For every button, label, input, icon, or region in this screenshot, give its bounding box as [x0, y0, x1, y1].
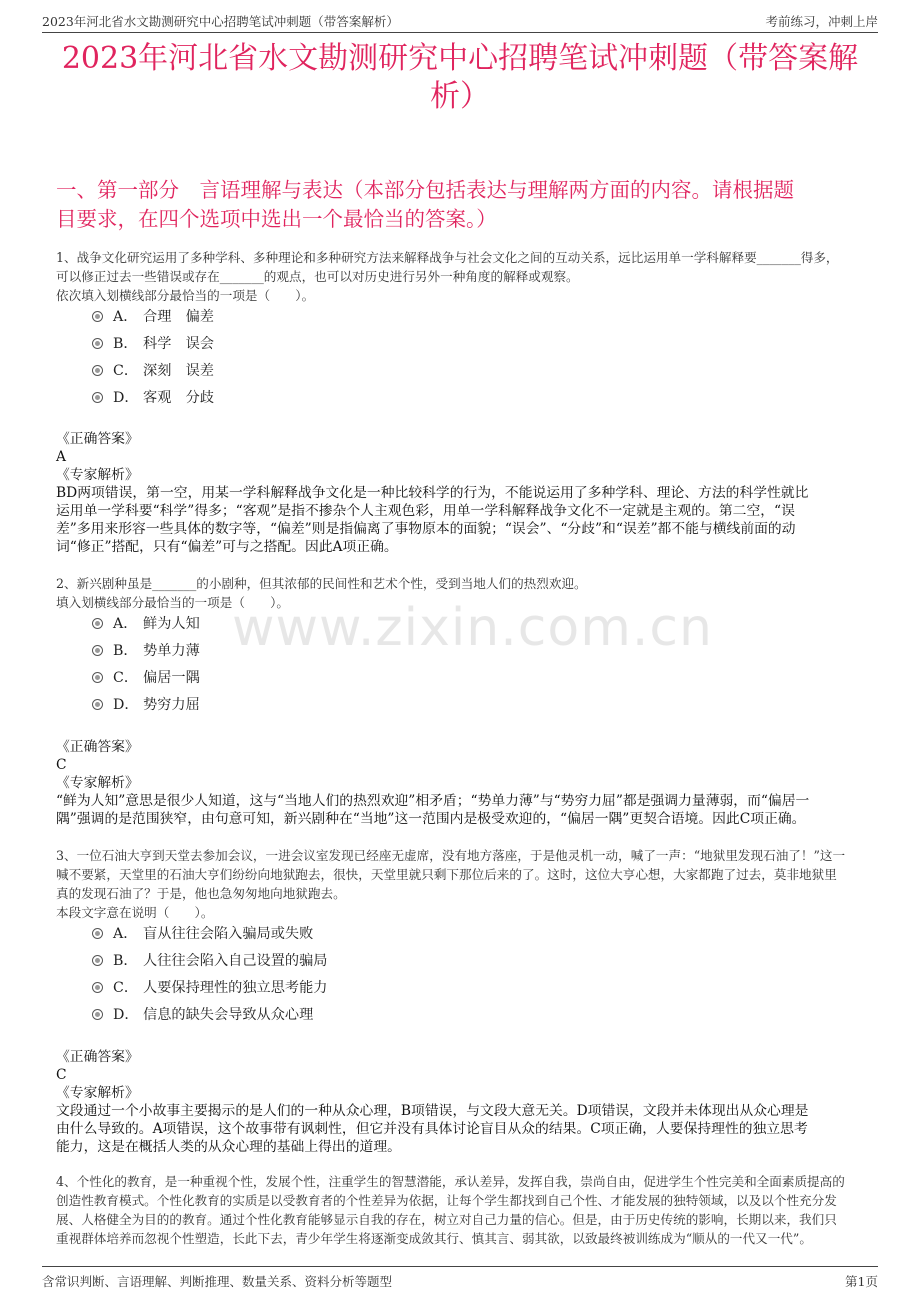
analysis-line: 文段通过一个小故事主要揭示的是人们的一种从众心理，B项错误，与文段大意无关。D项错误，文段并未体现出从众心理是	[56, 1103, 809, 1119]
question-stem	[56, 1172, 864, 1248]
analysis-label: 《专家解析》	[56, 1085, 139, 1101]
radio-icon[interactable]	[92, 338, 103, 349]
analysis-line: 词“修正”搭配，只有“偏差”可与之搭配。因此A项正确。	[56, 539, 398, 555]
header-slogan: 考前练习，冲刺上岸	[765, 14, 878, 29]
question-stem	[56, 574, 864, 612]
answer-block	[56, 1048, 868, 1156]
question-line: 创造性教育模式。个性化教育的实质是以受教育者的个性差异为依据，让每个学生都找到自己个性、才能发展的独特领域，以及以个性充分发	[56, 1193, 837, 1208]
answer-label: 《正确答案》	[56, 739, 139, 755]
radio-icon[interactable]	[92, 699, 103, 710]
radio-icon[interactable]	[92, 645, 103, 656]
analysis-line: “鲜为人知”意思是很少人知道，这与“当地人们的热烈欢迎”相矛盾；“势单力薄”与“势穷力屈”都是强调力量薄弱，而“偏居一	[56, 793, 810, 809]
footer-topics: 含常识判断、言语理解、判断推理、数量关系、资料分析等题型	[42, 1274, 393, 1289]
answer-label: 《正确答案》	[56, 1049, 139, 1065]
option-a[interactable]: A． 盲从往往会陷入骗局或失败	[92, 921, 327, 948]
radio-icon[interactable]	[92, 392, 103, 403]
answer-value: C	[56, 1067, 67, 1083]
radio-icon[interactable]	[92, 982, 103, 993]
analysis-label: 《专家解析》	[56, 467, 139, 483]
page-number: 第1页	[845, 1274, 878, 1289]
answer-label: 《正确答案》	[56, 431, 139, 447]
analysis-line: 运用单一学科要“科学”得多；“客观”是指不掺杂个人主观色彩，用单一学科解释战争文化不一定就是主观的。第二空，“误	[56, 503, 795, 519]
analysis-label: 《专家解析》	[56, 775, 139, 791]
option-c[interactable]: C． 偏居一隅	[92, 665, 200, 692]
option-d[interactable]: D． 信息的缺失会导致从众心理	[92, 1002, 327, 1029]
option-d[interactable]: D． 势穷力屈	[92, 692, 200, 719]
page-header	[42, 10, 878, 33]
title-line-2: 析）	[430, 79, 490, 114]
analysis-line: 隅”强调的是范围狭窄，由句意可知，新兴剧种在“当地”这一范围内是极受欢迎的，“偏居一隅”更契合语境。因此C项正确。	[56, 811, 806, 827]
option-b[interactable]: B． 科学 误会	[92, 331, 214, 358]
question-line: 可以修正过去一些错误或存在_______的观点，也可以对历史进行另外一种角度的解释或观察。	[56, 269, 579, 284]
question-line: 填入划横线部分最恰当的一项是（ ）。	[56, 595, 289, 610]
radio-icon[interactable]	[92, 365, 103, 376]
question-line: 本段文字意在说明（ ）。	[56, 905, 214, 920]
question-line: 展、人格健全为目的的教育。通过个性化教育能够显示自我的存在，树立对自己力量的信心。但是，由于历史传统的影响，长期以来，我们只	[56, 1212, 837, 1227]
question-line: 2、新兴剧种虽是_______的小剧种，但其浓郁的民间性和艺术个性，受到当地人们的热烈欢迎。	[56, 576, 587, 591]
option-a[interactable]: A． 鲜为人知	[92, 611, 200, 638]
document-title	[42, 40, 878, 116]
radio-icon[interactable]	[92, 928, 103, 939]
analysis-line: 由什么导致的。A项错误，这个故事带有讽刺性，但它并没有具体讨论盲目从众的结果。C项正确，人要保持理性的独立思考	[56, 1121, 808, 1137]
option-c[interactable]: C． 深刻 误差	[92, 358, 214, 385]
radio-icon[interactable]	[92, 618, 103, 629]
option-d[interactable]: D． 客观 分歧	[92, 385, 214, 412]
option-a[interactable]: A． 合理 偏差	[92, 304, 214, 331]
question-line: 重视群体培养而忽视个性塑造，长此下去，青少年学生将逐渐变成敛其行、慎其言、弱其欲，以致最终被训练成为“顺从的一代又一代”。	[56, 1231, 812, 1246]
question-line: 真的发现石油了？于是，他也急匆匆地向地狱跑去。	[56, 886, 346, 901]
radio-icon[interactable]	[92, 955, 103, 966]
analysis-line: BD两项错误，第一空，用某一学科解释战争文化是一种比较科学的行为，不能说运用了多种学科、理论、方法的科学性就比	[56, 485, 809, 501]
answer-value: A	[56, 449, 66, 465]
question-line: 喊不要紧，天堂里的石油大亨们纷纷向地狱跑去，很快，天堂里就只剩下那位后来的了。这时，这位大亨心想，大家都跑了过去，莫非地狱里	[56, 867, 837, 882]
option-list	[92, 611, 200, 719]
answer-value: C	[56, 757, 67, 773]
section-heading	[56, 176, 864, 234]
watermark: www.zixin.com.cn	[232, 598, 713, 658]
question-stem	[56, 248, 864, 305]
analysis-line: 能力，这是在概括人类的从众心理的基础上得出的道理。	[56, 1139, 401, 1155]
title-line-1: 2023年河北省水文勘测研究中心招聘笔试冲刺题（带答案解	[61, 41, 859, 76]
analysis-line: 差”多用来形容一些具体的数字等，“偏差”则是指偏离了事物原本的面貌；“误会”、“分歧”和“误差”都不能与横线前面的动	[56, 521, 796, 537]
question-stem	[56, 846, 864, 922]
question-line: 依次填入划横线部分最恰当的一项是（ ）。	[56, 288, 315, 303]
option-list	[92, 304, 214, 412]
section-heading-line-1: 一、第一部分 言语理解与表达（本部分包括表达与理解两方面的内容。请根据题	[56, 178, 794, 202]
radio-icon[interactable]	[92, 1009, 103, 1020]
header-doc-title: 2023年河北省水文勘测研究中心招聘笔试冲刺题（带答案解析）	[42, 14, 399, 29]
answer-block	[56, 738, 868, 828]
option-list	[92, 921, 327, 1029]
option-b[interactable]: B． 势单力薄	[92, 638, 200, 665]
page-footer	[42, 1266, 878, 1293]
option-c[interactable]: C． 人要保持理性的独立思考能力	[92, 975, 327, 1002]
radio-icon[interactable]	[92, 672, 103, 683]
answer-block	[56, 430, 868, 556]
question-line: 3、一位石油大亨到天堂去参加会议，一进会议室发现已经座无虚席，没有地方落座，于是他灵机一动，喊了一声：“地狱里发现石油了！”这一	[56, 848, 846, 863]
section-heading-line-2: 目要求，在四个选项中选出一个最恰当的答案。）	[56, 207, 497, 231]
question-line: 1、战争文化研究运用了多种学科、多种理论和多种研究方法来解释战争与社会文化之间的互动关系，远比运用单一学科解释要_______得多，	[56, 250, 839, 265]
question-line: 4、个性化的教育，是一种重视个性，发展个性，注重学生的智慧潜能，承认差异，发挥自我，崇尚自由，促进学生个性完美和全面素质提高的	[56, 1174, 845, 1189]
radio-icon[interactable]	[92, 311, 103, 322]
option-b[interactable]: B． 人往往会陷入自己设置的骗局	[92, 948, 327, 975]
